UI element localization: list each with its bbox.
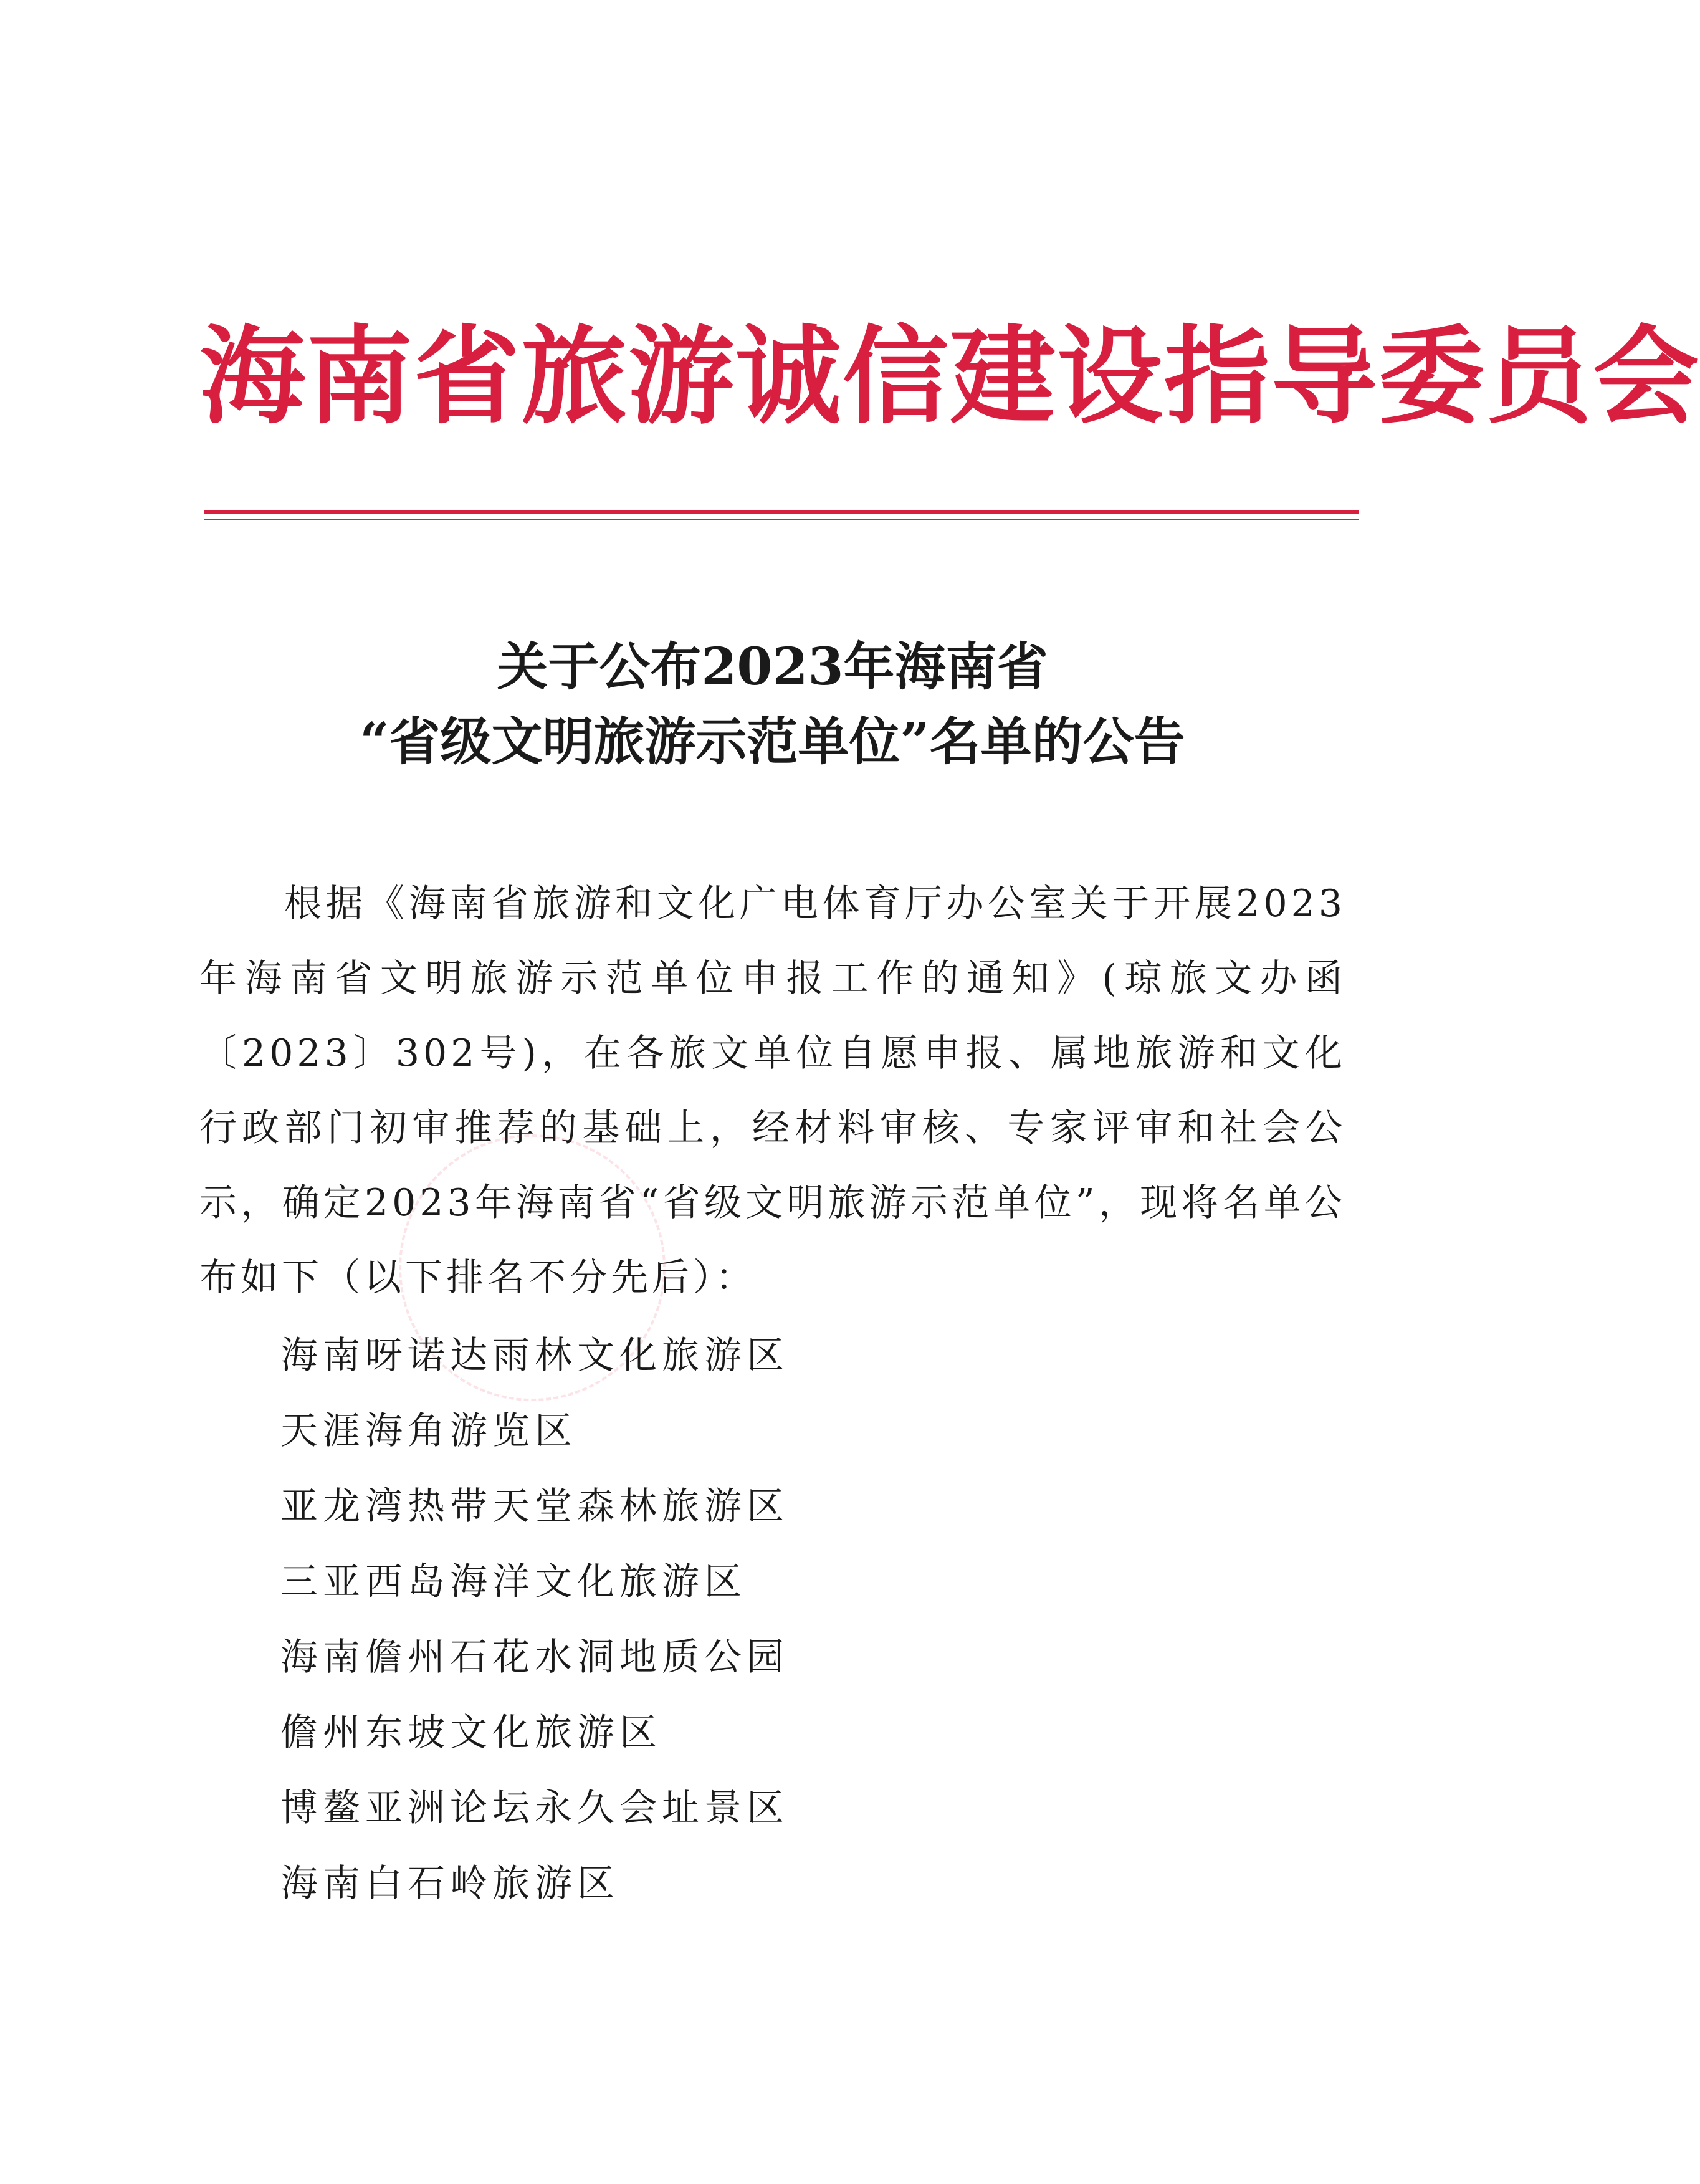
list-item: 三亚西岛海洋文化旅游区 [280,1560,747,1604]
list-item: 海南儋州石花水洞地质公园 [280,1636,789,1679]
list-item: 海南呀诺达雨林文化旅游区 [280,1334,789,1377]
list-item: 儋州东坡文化旅游区 [280,1711,662,1755]
announcement-body [199,866,1346,1315]
list-item: 天涯海角游览区 [280,1409,577,1453]
issuing-organization-header: 海南省旅游诚信建设指导委员会 [199,315,1700,439]
list-item: 海南白石岭旅游区 [280,1862,619,1905]
header-divider-thin [204,519,1359,520]
announcement-title-line-1: 关于公布2023年海南省 [497,637,1048,697]
list-item: 博鳌亚洲论坛永久会址景区 [280,1786,789,1830]
list-item: 亚龙湾热带天堂森林旅游区 [280,1485,789,1528]
announcement-title-line-2: “省级文明旅游示范单位”名单的公告 [360,712,1185,772]
demonstration-unit-list [280,1318,789,1922]
body-paragraph: 根据《海南省旅游和文化广电体育厅办公室关于开展2023年海南省文明旅游示范单位申报工作的通知》(琼旅文办函〔2023〕302号)，在各旅文单位自愿申报、属地旅游和文化行政部门初审推荐的基础上，经材料审核、专家评审和社会公示，确定2023年海南省“省级文明旅游示范单位”，现将名单公布如下（以下排名不分先后）： [199,882,1346,1300]
header-divider-thick [204,510,1359,514]
